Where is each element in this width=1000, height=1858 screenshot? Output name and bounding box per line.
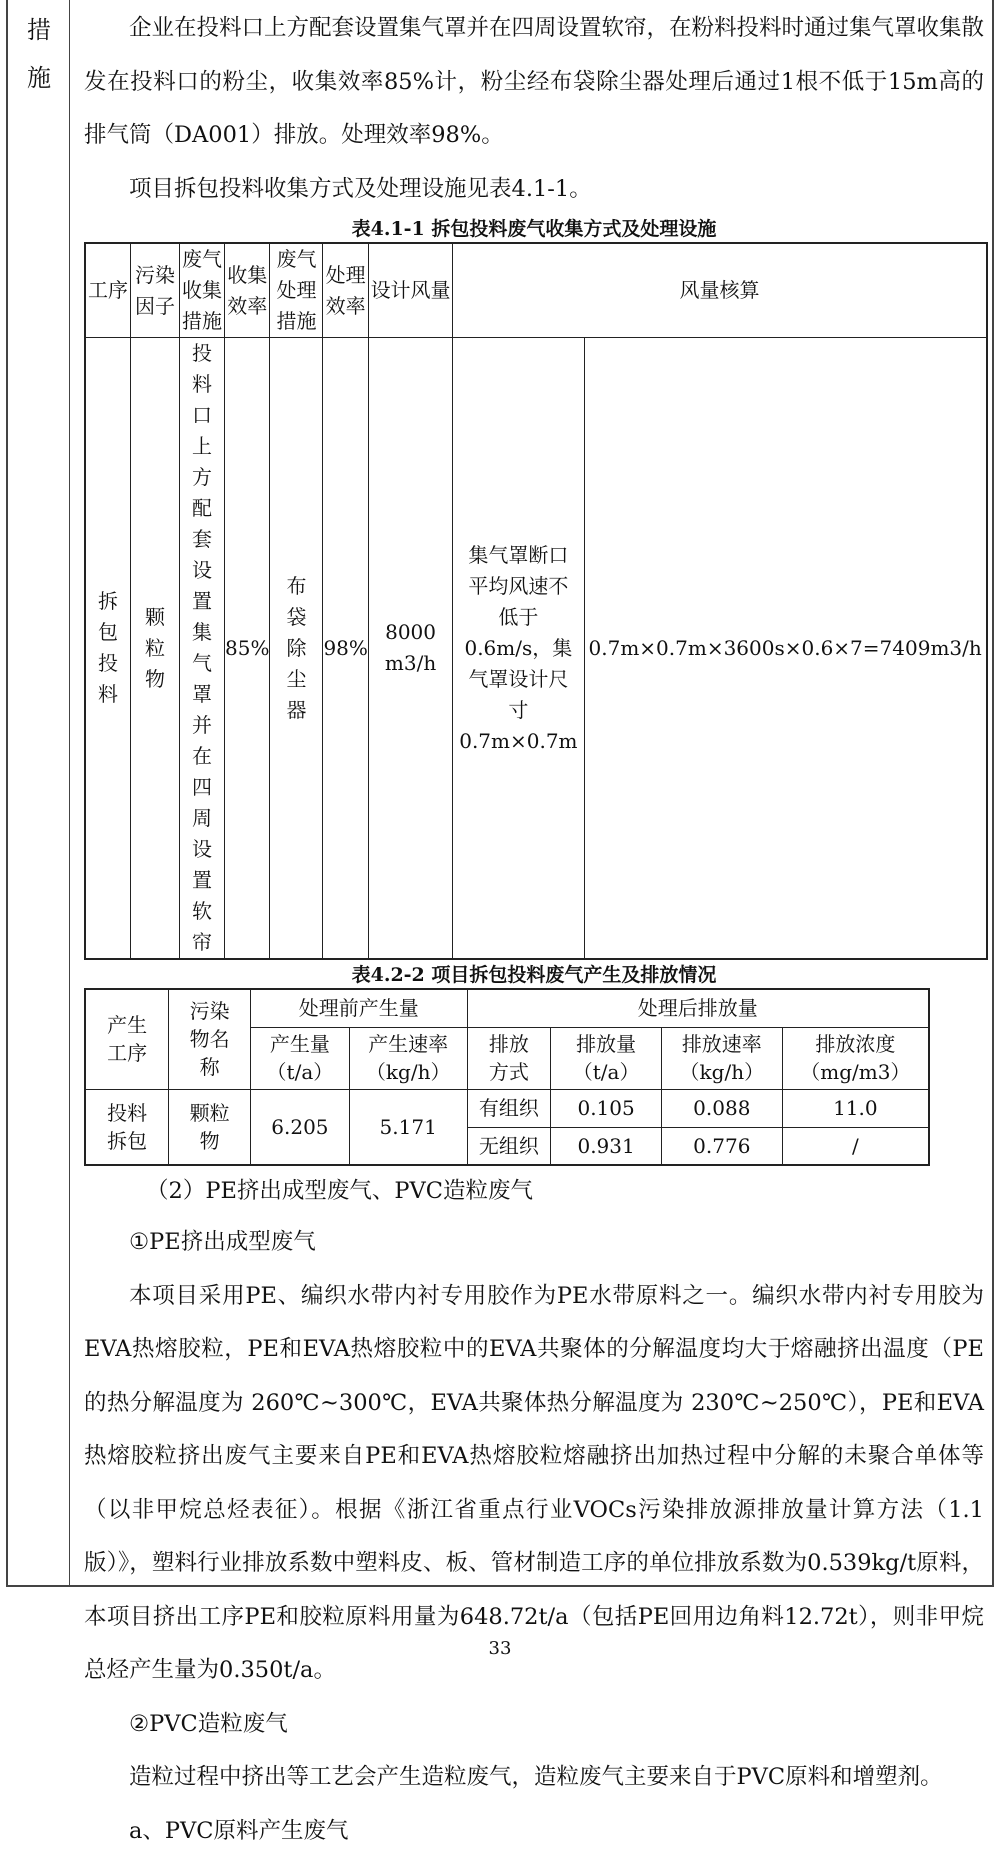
table1-cell-calc-desc: 集气罩断口平均风速不低于0.6m/s，集气罩设计尺寸0.7m×0.7m	[453, 338, 584, 960]
table1-header: 收集效率	[225, 243, 270, 338]
table1	[84, 242, 988, 960]
table1-cell-design-air: 8000 m3/h	[368, 338, 452, 960]
section-heading: （2）PE挤出成型废气、PVC造粒废气	[84, 1166, 984, 1216]
table1-caption: 表4.1-1 拆包投料废气收集方式及处理设施	[84, 216, 984, 242]
table1-header: 处理效率	[323, 243, 368, 338]
table2-cell-amount: 0.931	[551, 1127, 662, 1165]
table1-header: 风量核算	[453, 243, 987, 338]
table1-header-row	[85, 243, 987, 338]
table1-cell-pollutant: 颗粒物	[131, 338, 180, 960]
table2-cell-rate: 0.088	[661, 1089, 782, 1127]
table2-header-rate: 排放速率（kg/h）	[661, 1027, 782, 1089]
table1-cell-treatment: 布袋除尘器	[270, 338, 323, 960]
table2-header-process: 产生工序	[85, 989, 169, 1089]
table2-cell-method: 有组织	[467, 1089, 551, 1127]
subheading-pe: ①PE挤出成型废气	[84, 1216, 984, 1270]
table2-caption: 表4.2-2 项目拆包投料废气产生及排放情况	[84, 962, 984, 988]
pvc-paragraph: 造粒过程中挤出等工艺会产生造粒废气，造粒废气主要来自于PVC原料和增塑剂。	[84, 1751, 984, 1805]
table2-header-row-1	[85, 989, 929, 1027]
table2-cell-conc: /	[782, 1127, 929, 1165]
pe-paragraph: 本项目采用PE、编织水带内衬专用胶作为PE水带原料之一。编织水带内衬专用胶为EVA热熔胶粒，PE和EVA热熔胶粒中的EVA共聚体的分解温度均大于熔融挤出温度（PE的热分解温度为 260℃~300℃，EVA共聚体热分解温度为 230℃~250℃），PE和EVA 热熔胶粒挤出废气主要来自PE和EVA热熔胶粒熔融挤出加热过程中分解的未聚合单体等（以非甲烷总烃表征）。根据《浙江省重点行业VOCs污染排放源排放量计算方法（1.1版）》，塑料行业排放系数中塑料皮、板、管材制造工序的单位排放系数为0.539kg/t原料，本项目挤出工序PE和胶粒原料用量为648.72t/a（包括PE回用边角料12.72t），则非甲烷总烃产生量为0.350t/a。	[84, 1270, 984, 1698]
table2-header-before: 处理前产生量	[251, 989, 468, 1027]
table2-header-amount: 排放量（t/a）	[551, 1027, 662, 1089]
table2-cell-gen-rate: 5.171	[349, 1089, 467, 1165]
table-row	[85, 1089, 929, 1127]
table2-header-conc: 排放浓度（mg/m3）	[782, 1027, 929, 1089]
table2-header-pollutant: 污染物名称	[169, 989, 251, 1089]
table2-header-gen: 产生量（t/a）	[251, 1027, 350, 1089]
table1-cell-calc-formula: 0.7m×0.7m×3600s×0.6×7=7409m3/h	[584, 338, 987, 960]
subheading-pvc: ②PVC造粒废气	[84, 1698, 984, 1752]
table2-header-method: 排放方式	[467, 1027, 551, 1089]
table1-header: 污染因子	[131, 243, 180, 338]
table2	[84, 988, 930, 1166]
intro-paragraph-1: 企业在投料口上方配套设置集气罩并在四周设置软帘，在粉料投料时通过集气罩收集散发在投料口的粉尘，收集效率85%计，粉尘经布袋除尘器处理后通过1根不低于15m高的排气筒（DA001）排放。处理效率98%。	[84, 2, 984, 163]
table2-cell-conc: 11.0	[782, 1089, 929, 1127]
table1-cell-treat-eff: 98%	[323, 338, 368, 960]
table2-cell-pollutant: 颗粒物	[169, 1089, 251, 1165]
table1-cell-process: 拆包投料	[85, 338, 131, 960]
table1-header: 废气收集措施	[180, 243, 225, 338]
table2-cell-process: 投料拆包	[85, 1089, 169, 1165]
page-number: 33	[0, 1638, 1000, 1659]
table2-cell-method: 无组织	[467, 1127, 551, 1165]
intro-paragraph-2: 项目拆包投料收集方式及处理设施见表4.1-1。	[84, 163, 984, 217]
content	[84, 2, 984, 1858]
table2-header-gen-rate: 产生速率（kg/h）	[349, 1027, 467, 1089]
table1-cell-collect-eff: 85%	[225, 338, 270, 960]
table2-cell-rate: 0.776	[661, 1127, 782, 1165]
page-frame	[6, 0, 994, 1587]
table1-cell-measure: 投料口上方配套设置集气罩并在四周设置软帘	[180, 338, 225, 960]
table1-header: 工序	[85, 243, 131, 338]
subheading-pvc-raw: a、PVC原料产生废气	[84, 1805, 984, 1858]
table2-cell-amount: 0.105	[551, 1089, 662, 1127]
table1-header: 设计风量	[368, 243, 452, 338]
table1-row	[85, 338, 987, 960]
side-label: 措 施	[8, 6, 70, 102]
table2-header-after: 处理后排放量	[467, 989, 929, 1027]
table1-header: 废气处理措施	[270, 243, 323, 338]
table2-cell-gen: 6.205	[251, 1089, 350, 1165]
side-column	[8, 0, 70, 1585]
